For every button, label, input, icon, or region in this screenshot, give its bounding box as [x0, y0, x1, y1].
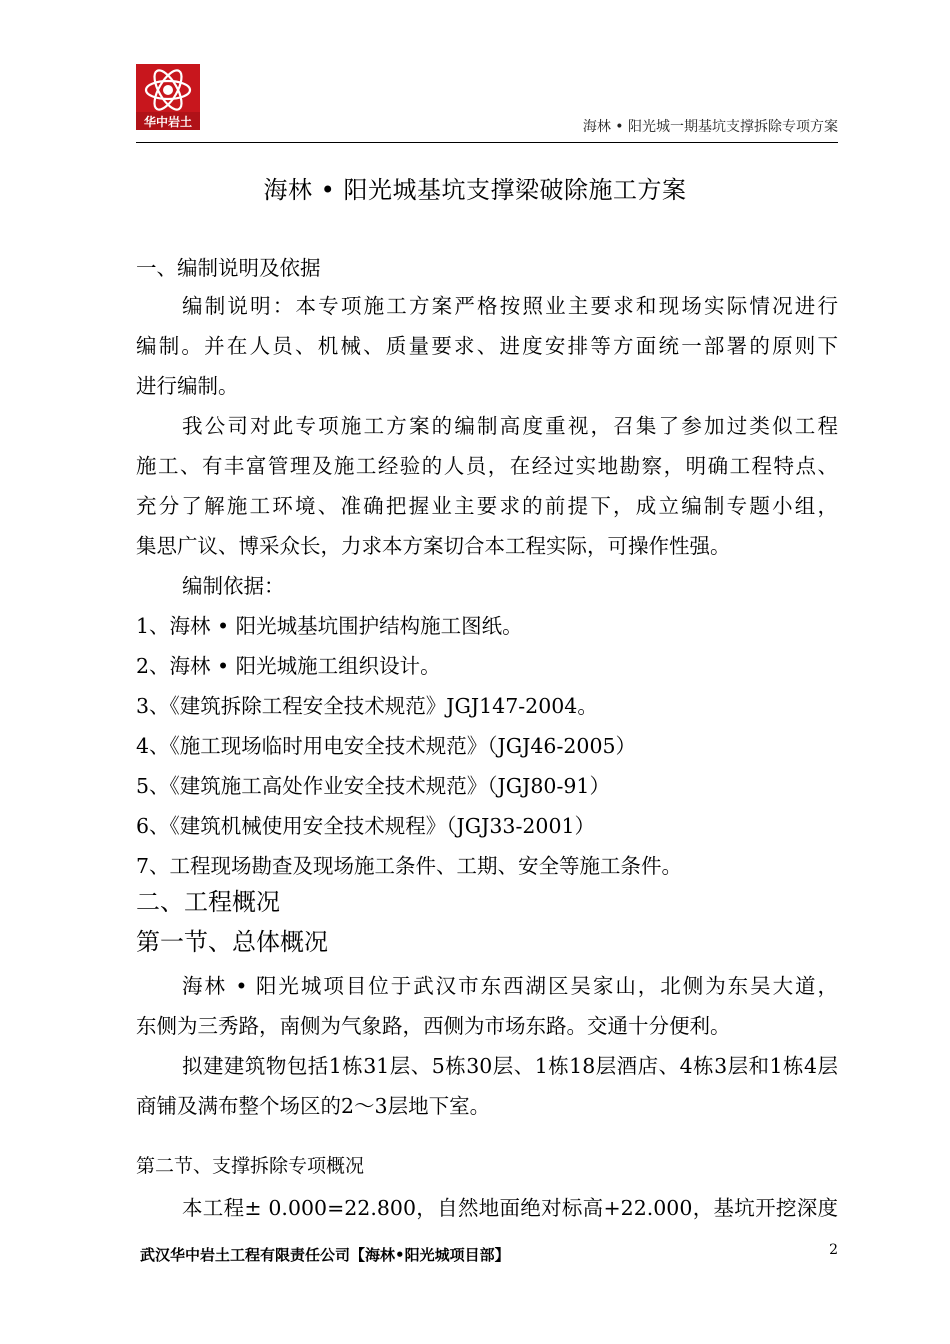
- paragraph-line: 拟建建筑物包括1栋31层、5栋30层、1栋18层酒店、4栋3层和1栋4层: [182, 1054, 838, 1078]
- page-number: 2: [829, 1242, 838, 1258]
- list-item: 5、《建筑施工高处作业安全技术规范》（JGJ80-91）: [136, 774, 610, 798]
- paragraph-line: 进行编制。: [136, 374, 239, 398]
- paragraph-line: 商铺及满布整个场区的2～3层地下室。: [136, 1094, 491, 1118]
- logo-text: 华中岩土: [143, 115, 193, 129]
- paragraph-line: 我公司对此专项施工方案的编制高度重视，召集了参加过类似工程: [182, 414, 838, 438]
- section-heading: 一、编制说明及依据: [136, 256, 321, 280]
- list-item: 3、《建筑拆除工程安全技术规范》JGJ147-2004。: [136, 694, 598, 718]
- list-item: 6、《建筑机械使用安全技术规程》（JGJ33-2001）: [136, 814, 596, 838]
- list-item: 2、海林 • 阳光城施工组织设计。: [136, 654, 441, 678]
- paragraph-line: 编制。并在人员、机械、质量要求、进度安排等方面统一部署的原则下: [136, 334, 838, 358]
- list-item: 7、工程现场勘查及现场施工条件、工期、安全等施工条件。: [136, 854, 683, 878]
- company-logo: [136, 64, 200, 130]
- list-item: 1、海林 • 阳光城基坑围护结构施工图纸。: [136, 614, 523, 638]
- paragraph-line: 集思广议、博采众长，力求本方案切合本工程实际，可操作性强。: [136, 534, 731, 558]
- subsection-heading: 第一节、总体概况: [136, 928, 328, 956]
- paragraph-line: 施工、有丰富管理及施工经验的人员，在经过实地勘察，明确工程特点、: [136, 454, 838, 478]
- footer-company: 武汉华中岩土工程有限责任公司【海林•阳光城项目部】: [140, 1246, 510, 1264]
- document-title: 海林 • 阳光城基坑支撑梁破除施工方案: [263, 176, 687, 204]
- section-heading: 二、工程概况: [136, 888, 280, 916]
- list-item: 4、《施工现场临时用电安全技术规范》（JGJ46-2005）: [136, 734, 637, 758]
- paragraph-line: 本工程± 0.000=22.800，自然地面绝对标高+22.000，基坑开挖深度: [182, 1196, 838, 1220]
- header-divider: [136, 142, 838, 143]
- paragraph-line: 东侧为三秀路，南侧为气象路，西侧为市场东路。交通十分便利。: [136, 1014, 731, 1038]
- subsection-heading: 第二节、支撑拆除专项概况: [136, 1155, 365, 1177]
- paragraph-line: 编制说明：本专项施工方案严格按照业主要求和现场实际情况进行: [182, 294, 838, 318]
- running-header: 海林 • 阳光城一期基坑支撑拆除专项方案: [582, 119, 838, 135]
- paragraph-line: 充分了解施工环境、准确把握业主要求的前提下，成立编制专题小组，: [136, 494, 838, 518]
- paragraph-line: 海林 • 阳光城项目位于武汉市东西湖区吴家山，北侧为东吴大道，: [182, 974, 838, 998]
- paragraph-line: 编制依据：: [182, 574, 285, 598]
